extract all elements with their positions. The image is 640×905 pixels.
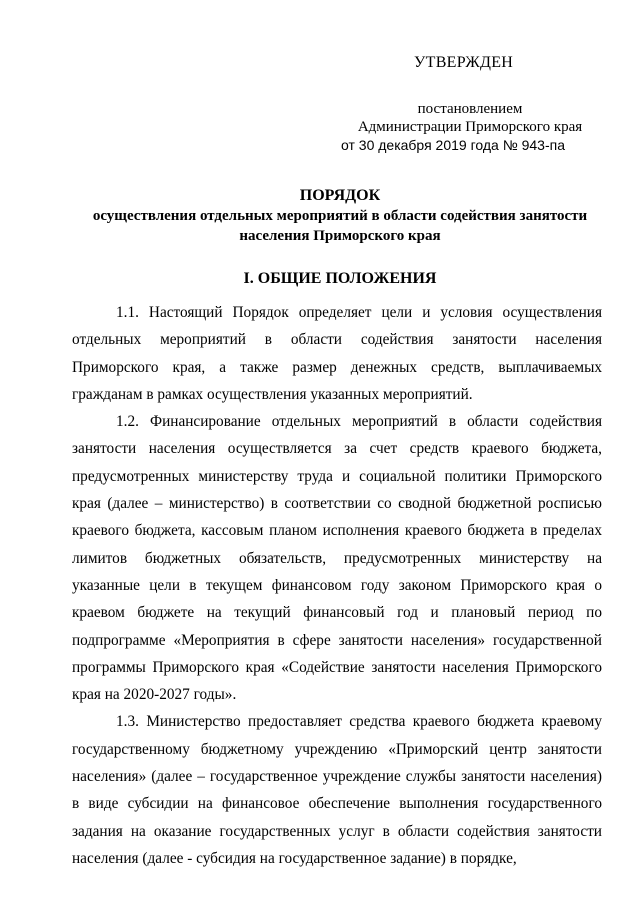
decree-line-2: Администрации Приморского края [357,119,583,135]
document-title [60,186,620,246]
decree-reference [340,100,600,154]
section-heading: I. ОБЩИЕ ПОЛОЖЕНИЯ [243,270,437,287]
title-main: ПОРЯДОК [299,187,381,204]
paragraph-1-1: 1.1. Настоящий Порядок определяет цели и условия осуществления отдельных мероприятий в области содействия занятости населения Приморского края, а также размер денежных средств, выплачиваемых гражданам в рамках осуществления указанных мероприятий. [72,304,602,403]
paragraph-1-3: 1.3. Министерство предоставляет средства краевого бюджета краевому государственному бюджетному учреждению «Приморский центр занятости населения» (далее – государственное учреждение службы занятости населения) в виде субсидии на финансовое обеспечение выполнения государственного задания на оказание государственных услуг в области содействия занятости населения (далее - субсидия на государственное задание) в порядке, [72,713,602,867]
document-body [72,299,602,872]
decree-line-1: постановлением [417,101,523,117]
paragraph-1-2: 1.2. Финансирование отдельных мероприятий в области содействия занятости населения осуществляется за счет средств краевого бюджета, предусмотренных министерству труда и социальной политики Приморского края (далее – министерство) в соответствии со сводной бюджетной росписью краевого бюджета, кассовым планом исполнения краевого бюджета в пределах лимитов бюджетных обязательств, предусмотренных министерству на указанные цели в текущем финансовом году законом Приморского края о краевом бюджете на текущий финансовый год и плановый период по подпрограмме «Мероприятия в сфере занятости населения» государственной программы Приморского края «Содействие занятости населения Приморского края на 2020-2027 годы». [72,413,602,704]
decree-date-number: от 30 декабря 2019 года № 943-па [341,137,565,153]
approval-stamp-label: УТВЕРЖДЕН [414,54,514,71]
title-subtitle: осуществления отдельных мероприятий в области содействия занятости населения Приморского края [92,208,588,244]
